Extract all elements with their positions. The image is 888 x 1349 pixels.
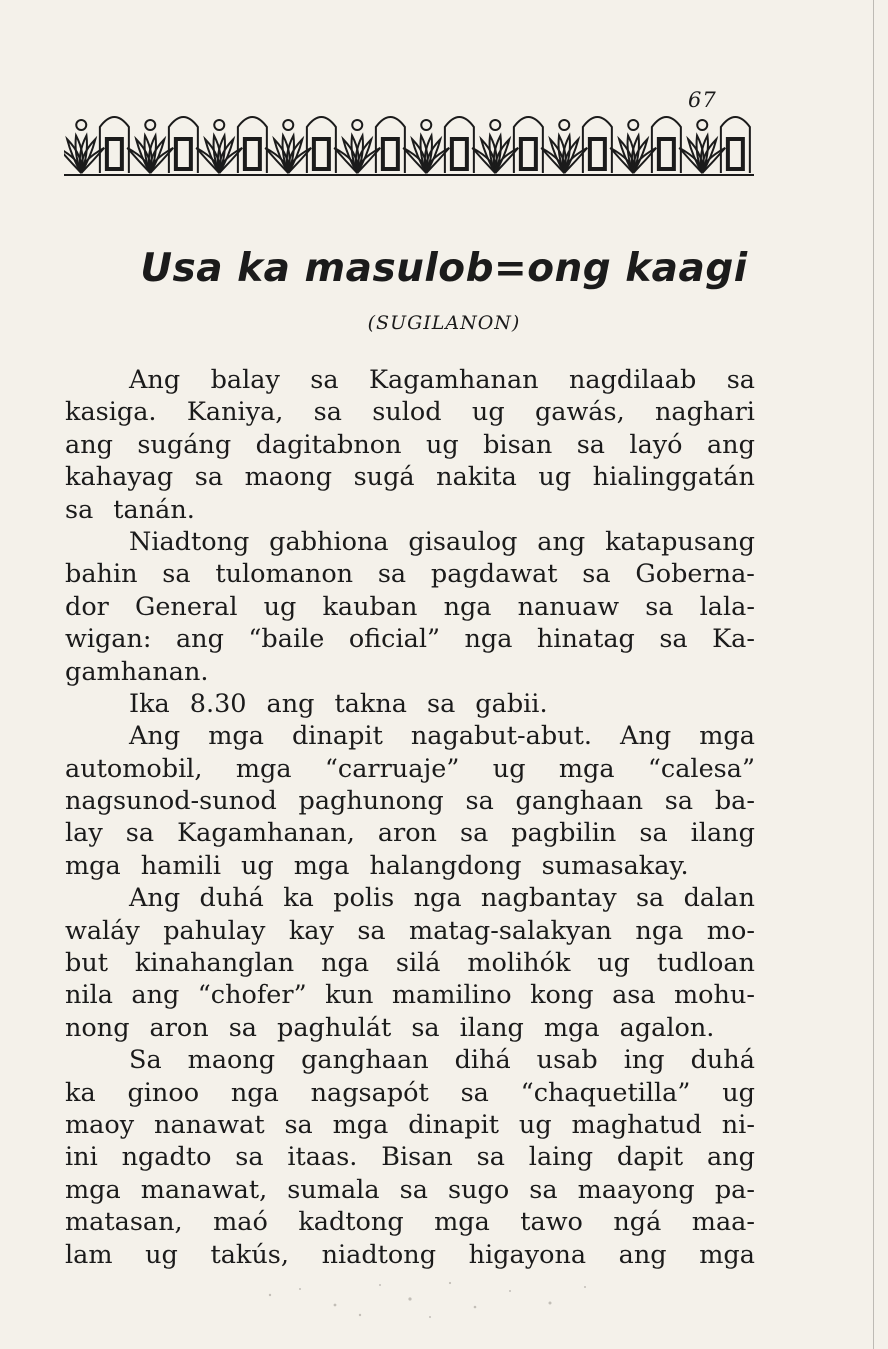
word: General: [134, 591, 238, 622]
word: sa: [194, 462, 224, 493]
word: kinahanglan: [134, 948, 295, 979]
word: sa: [639, 818, 668, 849]
word: maong: [244, 462, 333, 493]
word: nga: [464, 624, 513, 655]
ornamental-header-border: [64, 101, 754, 177]
word: ka: [65, 1077, 96, 1108]
word: ni-: [721, 1109, 755, 1140]
ornament-frame-motif: [721, 117, 750, 173]
word: sa: [313, 397, 342, 428]
ornament-frame-motif: [307, 117, 336, 173]
word: kahayag: [65, 462, 174, 493]
word: gabhiona: [269, 526, 389, 557]
ornament-leaf-motif: [610, 120, 656, 173]
text-line: [65, 785, 755, 817]
word: nagsunod-sunod: [65, 786, 277, 817]
word: dapit: [616, 1142, 684, 1173]
word: kay: [288, 915, 334, 946]
word: Goberna-: [635, 559, 755, 590]
page-edge: [873, 0, 874, 1349]
word: hialinggatán: [592, 462, 755, 493]
word: laing: [528, 1142, 594, 1173]
word: ang: [65, 429, 113, 460]
word: sa: [726, 365, 755, 395]
word: niadtong: [321, 1239, 437, 1270]
word: ang: [175, 624, 224, 655]
word: takús,: [210, 1239, 289, 1270]
word: sa: [65, 494, 94, 525]
word: sa: [228, 1012, 257, 1043]
word: nong: [65, 1012, 130, 1043]
text-line: [65, 688, 755, 720]
text-line: [65, 364, 755, 396]
word: automobil,: [65, 753, 203, 784]
word: bisan: [483, 429, 553, 460]
word: waláy: [65, 915, 140, 946]
word: ilang: [459, 1012, 524, 1043]
word: sulod: [372, 397, 442, 428]
text-line: [65, 591, 755, 623]
ornament-leaf-motif: [64, 120, 104, 173]
word: ug: [263, 591, 297, 622]
word: ang: [706, 429, 755, 460]
word: ang: [131, 980, 180, 1011]
word: aron: [377, 818, 437, 849]
word: ilang: [690, 818, 755, 849]
ornament-leaf-motif: [679, 120, 725, 173]
word: bahin: [65, 559, 138, 590]
word: ang: [266, 688, 315, 719]
word: gawás,: [534, 397, 625, 428]
word: ug: [538, 462, 572, 493]
text-line: [65, 1077, 755, 1109]
text-line: [65, 461, 755, 493]
ornament-leaf-motif: [265, 120, 311, 173]
word: mamilino: [391, 980, 512, 1011]
text-line: [65, 656, 755, 688]
word: “chofer”: [197, 980, 307, 1011]
word: matasan,: [65, 1207, 183, 1238]
word: sa: [284, 1109, 313, 1140]
word: sa: [460, 1077, 489, 1108]
word: tawo: [520, 1207, 583, 1238]
word: usab: [536, 1045, 598, 1076]
text-line: [65, 753, 755, 785]
word: pahulay: [163, 915, 266, 946]
word: lay: [65, 818, 103, 849]
word: ang: [618, 1239, 667, 1270]
word: nga: [230, 1077, 279, 1108]
word: nagbantay: [480, 883, 617, 914]
word: sa: [659, 624, 688, 655]
word: ka: [283, 883, 314, 914]
word: maayong: [577, 1174, 695, 1205]
word: ug: [722, 1077, 755, 1108]
text-line: [65, 396, 755, 428]
word: nga: [443, 591, 492, 622]
word: mga: [293, 850, 350, 881]
word: gisaulog: [408, 526, 518, 557]
word: sa: [162, 559, 191, 590]
ornament-frame-motif: [238, 117, 267, 173]
word: nanawat: [154, 1109, 265, 1140]
word: pagbilin: [511, 818, 617, 849]
word: wigan:: [65, 624, 152, 655]
word: mga: [543, 1012, 600, 1043]
word: matag-salakyan: [409, 915, 612, 946]
word: balay: [210, 365, 280, 395]
word: Bisan: [381, 1142, 453, 1173]
word: ing: [623, 1045, 665, 1076]
word: sa: [427, 688, 456, 719]
word: maó: [213, 1207, 268, 1238]
print-smudge: [240, 1265, 640, 1325]
word: gabii.: [475, 688, 548, 719]
word: ganghaan: [301, 1045, 429, 1076]
word: nanuaw: [517, 591, 620, 622]
word: sumala: [287, 1174, 380, 1205]
word: duhá: [690, 1045, 755, 1076]
word: Ang: [129, 721, 181, 752]
word: sa: [125, 818, 155, 849]
word: kun: [325, 980, 374, 1011]
word: mga: [65, 850, 121, 881]
word: sa: [576, 429, 606, 460]
text-line: [65, 623, 755, 655]
text-line: [65, 947, 755, 979]
word: mga: [699, 1239, 755, 1270]
word: sa: [645, 591, 674, 622]
ornament-leaf-motif: [472, 120, 518, 173]
word: itaas.: [287, 1142, 358, 1173]
word: ug: [492, 753, 526, 784]
word: ngá: [613, 1207, 662, 1238]
word: aron: [149, 1012, 209, 1043]
word: katapusang: [605, 526, 755, 557]
ornament-frame-motif: [583, 117, 612, 173]
word: ba-: [714, 786, 755, 817]
word: dagitabnon: [255, 429, 402, 460]
word: ganghaan: [515, 786, 644, 817]
word: halangdong: [369, 850, 522, 881]
word: polis: [333, 883, 395, 914]
word: ug: [145, 1239, 178, 1270]
ornament-leaf-motif: [541, 120, 587, 173]
text-line: [65, 1141, 755, 1173]
text-line: [65, 850, 755, 882]
word: ini: [65, 1142, 98, 1173]
word: nakita: [436, 462, 517, 493]
word: Sa: [129, 1045, 162, 1076]
word: Ika: [129, 688, 170, 719]
word: tulomanon: [215, 559, 354, 590]
word: sa: [235, 1142, 264, 1173]
word: ang: [537, 526, 586, 557]
word: tanán.: [113, 494, 195, 525]
word: “carruaje”: [324, 753, 460, 784]
word: nga: [635, 915, 684, 946]
word: manawat,: [140, 1174, 268, 1205]
word: mga: [65, 1174, 121, 1205]
word: sa: [635, 883, 665, 914]
word: oficial”: [348, 624, 441, 655]
word: dinapit: [291, 721, 383, 752]
word: pa-: [714, 1174, 755, 1205]
story-title: Usa ka masulob=ong kaagi: [140, 246, 748, 291]
text-line: [65, 979, 755, 1011]
word: molihók: [467, 948, 571, 979]
ornament-frame-motif: [514, 117, 543, 173]
word: Ang: [129, 883, 181, 914]
word: lala-: [699, 591, 755, 622]
word: “calesa”: [647, 753, 755, 784]
text-line: [65, 429, 755, 461]
word: maghatud: [571, 1109, 702, 1140]
word: layó: [629, 429, 683, 460]
word: ngadto: [121, 1142, 212, 1173]
word: asa: [612, 980, 656, 1011]
word: paghulát: [277, 1012, 392, 1043]
word: ginoo: [127, 1077, 200, 1108]
word: Niadtong: [129, 526, 250, 557]
word: dihá: [454, 1045, 511, 1076]
word: naghari: [655, 397, 755, 428]
word: hamili: [140, 850, 221, 881]
word: mga: [558, 753, 615, 784]
word: ug: [241, 850, 274, 881]
text-line: [65, 558, 755, 590]
word: nagabut-abut.: [410, 721, 592, 752]
word: sa: [582, 559, 611, 590]
text-line: [65, 817, 755, 849]
word: ug: [597, 948, 630, 979]
ornament-frame-motif: [100, 117, 129, 173]
text-line: [65, 882, 755, 914]
ornament-frame-motif: [169, 117, 198, 173]
word: maa-: [691, 1207, 755, 1238]
word: sa: [411, 1012, 440, 1043]
word: dor: [65, 591, 109, 622]
word: ang: [706, 1142, 755, 1173]
word: Ang: [129, 365, 181, 395]
word: Kagamhanan,: [177, 818, 355, 849]
word: nagsapót: [310, 1077, 429, 1108]
text-line: [65, 1012, 755, 1044]
word: kasiga.: [65, 397, 157, 428]
word: Kaniya,: [186, 397, 284, 428]
word: pagdawat: [430, 559, 558, 590]
word: sa: [399, 1174, 428, 1205]
text-line: [65, 1206, 755, 1238]
story-body: [65, 364, 755, 1271]
text-line: [65, 494, 755, 526]
story-genre-subtitle: (SUGILANON): [367, 312, 521, 334]
word: mo-: [706, 915, 755, 946]
word: but: [65, 948, 108, 979]
word: agalon.: [619, 1012, 715, 1043]
word: nagdilaab: [568, 365, 697, 395]
word: mohu-: [674, 980, 755, 1011]
word: higayona: [468, 1239, 587, 1270]
word: sa: [529, 1174, 558, 1205]
text-line: [65, 1044, 755, 1076]
text-line: [65, 1174, 755, 1206]
word: sugo: [448, 1174, 510, 1205]
word: sugáng: [137, 429, 232, 460]
word: mga: [434, 1207, 490, 1238]
word: silá: [395, 948, 441, 979]
word: sugá: [353, 462, 415, 493]
word: “chaquetilla”: [520, 1077, 691, 1108]
word: mga: [208, 721, 264, 752]
word: ug: [425, 429, 459, 460]
word: sumasakay.: [541, 850, 689, 881]
word: kadtong: [298, 1207, 404, 1238]
word: “baile: [248, 624, 325, 655]
word: nga: [413, 883, 462, 914]
text-line: [65, 720, 755, 752]
word: sa: [357, 915, 386, 946]
word: sa: [377, 559, 407, 590]
word: Ang: [620, 721, 672, 752]
ornament-leaf-motif: [403, 120, 449, 173]
word: sa: [465, 786, 494, 817]
word: Ka-: [712, 624, 755, 655]
word: sa: [476, 1142, 505, 1173]
ornament-frame-motif: [376, 117, 405, 173]
word: paghunong: [298, 786, 444, 817]
ornament-leaf-motif: [334, 120, 380, 173]
word: 8.30: [189, 688, 247, 719]
ornament-frame-motif: [652, 117, 681, 173]
word: dinapit: [408, 1109, 500, 1140]
ornament-leaf-motif: [127, 120, 173, 173]
word: tudloan: [656, 948, 755, 979]
word: hinatag: [536, 624, 635, 655]
word: ug: [471, 397, 505, 428]
word: dalan: [683, 883, 755, 914]
word: mga: [235, 753, 292, 784]
word: maong: [187, 1045, 276, 1076]
word: sa: [664, 786, 694, 817]
word: kauban: [322, 591, 418, 622]
word: maoy: [65, 1109, 135, 1140]
word: mga: [332, 1109, 389, 1140]
text-line: [65, 526, 755, 558]
word: duhá: [199, 883, 264, 914]
word: sa: [310, 365, 339, 395]
word: nila: [65, 980, 113, 1011]
word: ug: [518, 1109, 552, 1140]
word: mga: [699, 721, 755, 752]
word: Kagamhanan: [368, 365, 539, 395]
word: lam: [65, 1239, 113, 1270]
ornament-leaf-motif: [196, 120, 242, 173]
word: gamhanan.: [65, 656, 209, 687]
word: nga: [321, 948, 370, 979]
word: sa: [459, 818, 489, 849]
ornament-frame-motif: [445, 117, 474, 173]
page-number: 67: [688, 88, 717, 112]
word: takna: [334, 688, 407, 719]
word: kong: [530, 980, 594, 1011]
text-line: [65, 1109, 755, 1141]
text-line: [65, 915, 755, 947]
